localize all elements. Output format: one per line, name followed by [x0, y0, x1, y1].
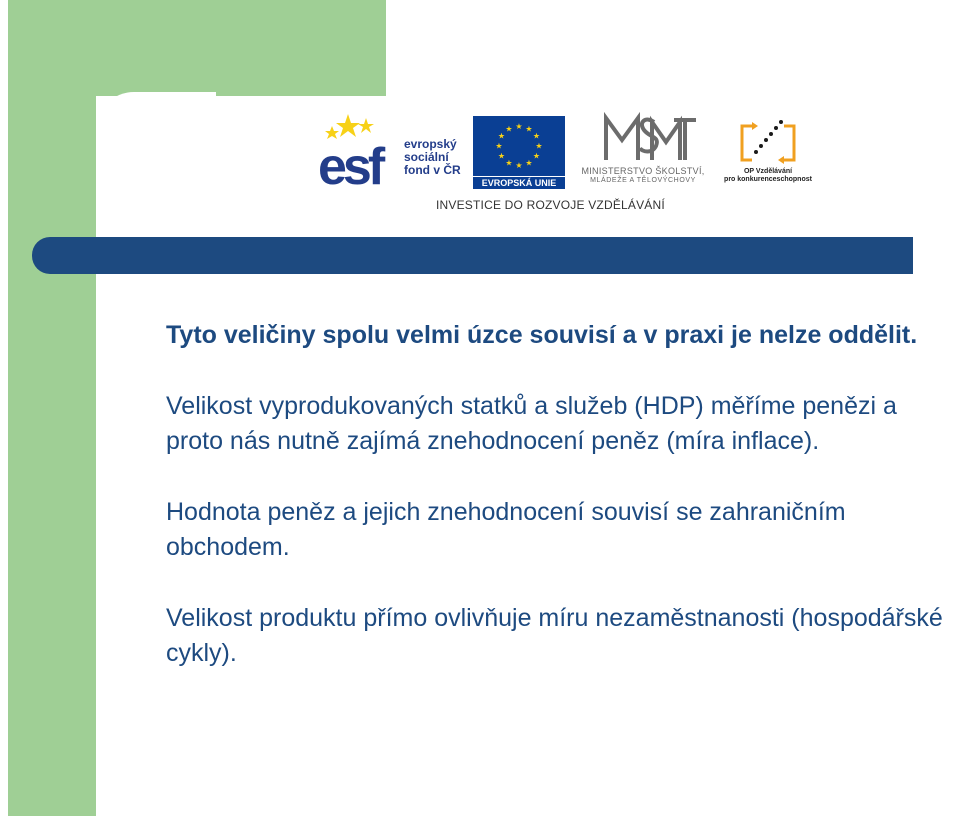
esf-line-1: evropský	[404, 137, 457, 151]
msmt-logo	[568, 112, 718, 192]
svg-text:esf: esf	[318, 138, 382, 190]
esf-line-3: fond v ČR	[404, 163, 461, 177]
svg-text:★: ★	[515, 122, 523, 131]
tagline: INVESTICE DO ROZVOJE VZDĚLÁVÁNÍ	[436, 198, 665, 212]
svg-text:★: ★	[525, 124, 533, 134]
esf-text	[404, 138, 461, 177]
paragraph-1: Tyto veličiny spolu velmi úzce souvisí a v praxi je nelze oddělit.	[166, 321, 918, 349]
white-rounded-corner	[96, 92, 216, 212]
esf-logo	[318, 112, 463, 190]
svg-text:★: ★	[532, 131, 541, 141]
esf-line-2: sociální	[404, 150, 449, 164]
svg-text:★: ★	[505, 158, 513, 168]
blue-header-bar	[32, 237, 913, 274]
paragraph-3: Hodnota peněz a jejich znehodnocení souvisí se zahraničním obchodem.	[166, 498, 846, 561]
msmt-line-1: MINISTERSTVO ŠKOLSTVÍ,	[581, 166, 705, 176]
op-text	[718, 168, 818, 184]
op-logo	[718, 112, 818, 192]
op-line-1: OP Vzdělávání	[743, 168, 793, 175]
eu-flag-icon	[473, 116, 565, 176]
svg-text:★: ★	[505, 124, 513, 134]
svg-text:★: ★	[495, 141, 503, 151]
svg-text:★: ★	[515, 161, 523, 170]
svg-text:★: ★	[497, 131, 506, 141]
msmt-mark-icon	[568, 112, 718, 166]
paragraph-2: Velikost vyprodukovaných statků a služeb (HDP) měříme penězi a proto nás nutně zajímá znehodnocení peněz (míra inflace).	[166, 392, 897, 455]
slide-content	[166, 318, 956, 707]
svg-text:★: ★	[525, 158, 533, 168]
msmt-line-2: MLÁDEŽE A TĚLOVÝCHOVY	[590, 177, 696, 184]
op-line-2: pro konkurenceschopnost	[724, 176, 812, 183]
green-left-strip	[8, 0, 96, 816]
logo-banner	[318, 112, 818, 222]
op-mark-icon	[718, 112, 818, 168]
svg-text:★: ★	[535, 141, 543, 151]
esf-mark-icon	[318, 112, 404, 190]
eu-label: EVROPSKÁ UNIE	[473, 177, 565, 189]
eu-logo	[473, 116, 565, 188]
svg-text:★: ★	[532, 151, 541, 161]
svg-text:★: ★	[497, 151, 506, 161]
paragraph-4: Velikost produktu přímo ovlivňuje míru nezaměstnanosti (hospodářské cykly).	[166, 604, 943, 667]
